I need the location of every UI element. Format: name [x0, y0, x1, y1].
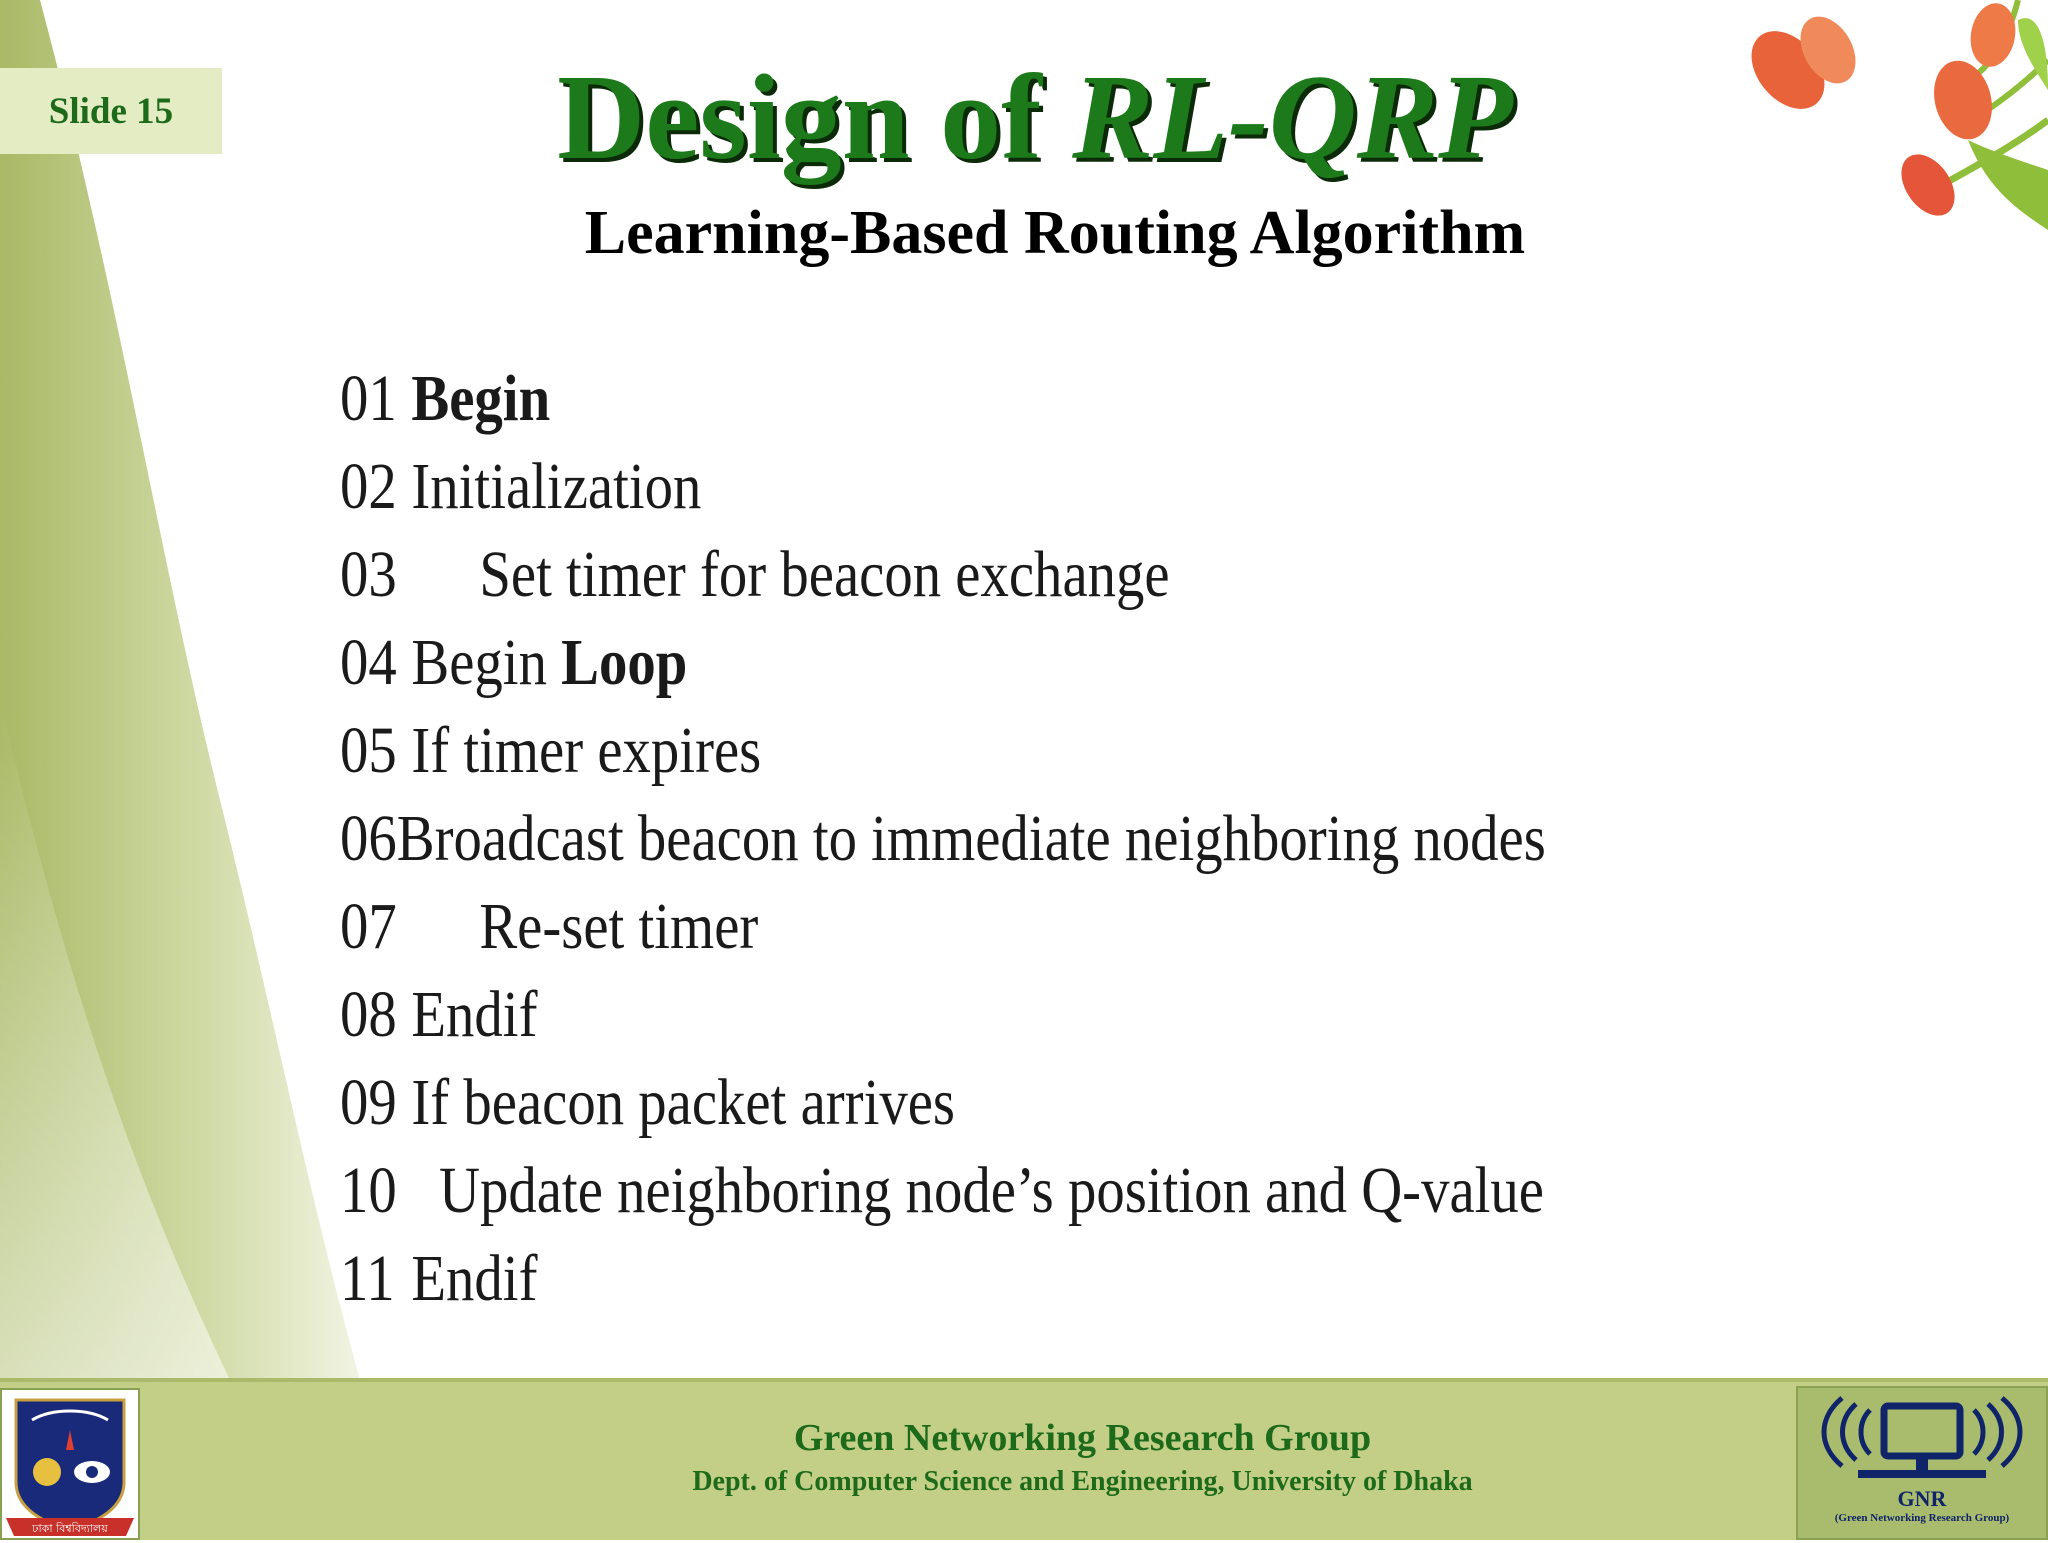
- line-keyword: Loop: [561, 626, 688, 699]
- slide-title-italic: RL-QRP: [1072, 50, 1513, 185]
- footer-bar: [0, 1378, 2048, 1540]
- line-number: 08: [340, 978, 397, 1051]
- algorithm-line: [340, 795, 1544, 883]
- line-text: Set timer for beacon exchange: [479, 538, 1170, 611]
- slide-title-plain: Design of: [557, 50, 1073, 185]
- line-text: Initialization: [411, 450, 702, 523]
- algorithm-line: [340, 443, 1544, 531]
- algorithm-line: [340, 355, 1544, 443]
- line-number: 07: [340, 890, 397, 963]
- algorithm-line: [340, 619, 1544, 707]
- algorithm-line: [340, 707, 1544, 795]
- line-number: 05: [340, 714, 397, 787]
- line-text: Endif: [411, 1242, 538, 1315]
- line-number: 03: [340, 538, 397, 611]
- network-monitor-icon: [1798, 1388, 2046, 1484]
- algorithm-listing: [340, 355, 1740, 1323]
- line-number: 02: [340, 450, 397, 523]
- slide-number-text: Slide 15: [48, 90, 174, 132]
- line-number: 11: [340, 1242, 395, 1315]
- line-number: 09: [340, 1066, 397, 1139]
- slide-title: [545, 48, 1525, 188]
- algorithm-line: [340, 1235, 1544, 1323]
- gnr-logo-title: GNR: [1897, 1486, 1947, 1511]
- line-text: Broadcast beacon to immediate neighboring nodes: [396, 802, 1546, 875]
- gnr-logo-subtitle: (Green Networking Research Group): [1834, 1512, 2010, 1524]
- line-text: Update neighboring node’s position and Q-value: [438, 1154, 1545, 1227]
- gnr-logo: [1796, 1386, 2048, 1540]
- line-text: If timer expires: [411, 714, 762, 787]
- algorithm-line: [340, 531, 1544, 619]
- line-number: 04: [340, 626, 397, 699]
- algorithm-line: [340, 971, 1544, 1059]
- line-text: Endif: [411, 978, 538, 1051]
- line-text: Begin: [411, 626, 562, 699]
- line-number: 01: [340, 362, 397, 435]
- line-keyword: Begin: [411, 362, 551, 435]
- slide-subtitle: Learning-Based Routing Algorithm: [584, 199, 1526, 267]
- line-text: Re-set timer: [479, 890, 759, 963]
- algorithm-line: [340, 883, 1544, 971]
- university-crest-icon: [2, 1390, 138, 1538]
- line-text: If beacon packet arrives: [411, 1066, 956, 1139]
- footer-department: Dept. of Computer Science and Engineering, University of Dhaka: [692, 1466, 1473, 1497]
- slide-number-label: [0, 68, 222, 154]
- university-logo-text: ঢাকা বিশ্ববিদ্যালয়: [32, 1522, 108, 1535]
- line-number: 10: [340, 1154, 397, 1227]
- tulip-decoration-icon: [1718, 0, 2048, 260]
- university-logo: [0, 1388, 140, 1540]
- algorithm-line: [340, 1059, 1544, 1147]
- algorithm-line: [340, 1147, 1544, 1235]
- footer-group-name: Green Networking Research Group: [793, 1417, 1372, 1459]
- line-number: 06: [340, 802, 397, 875]
